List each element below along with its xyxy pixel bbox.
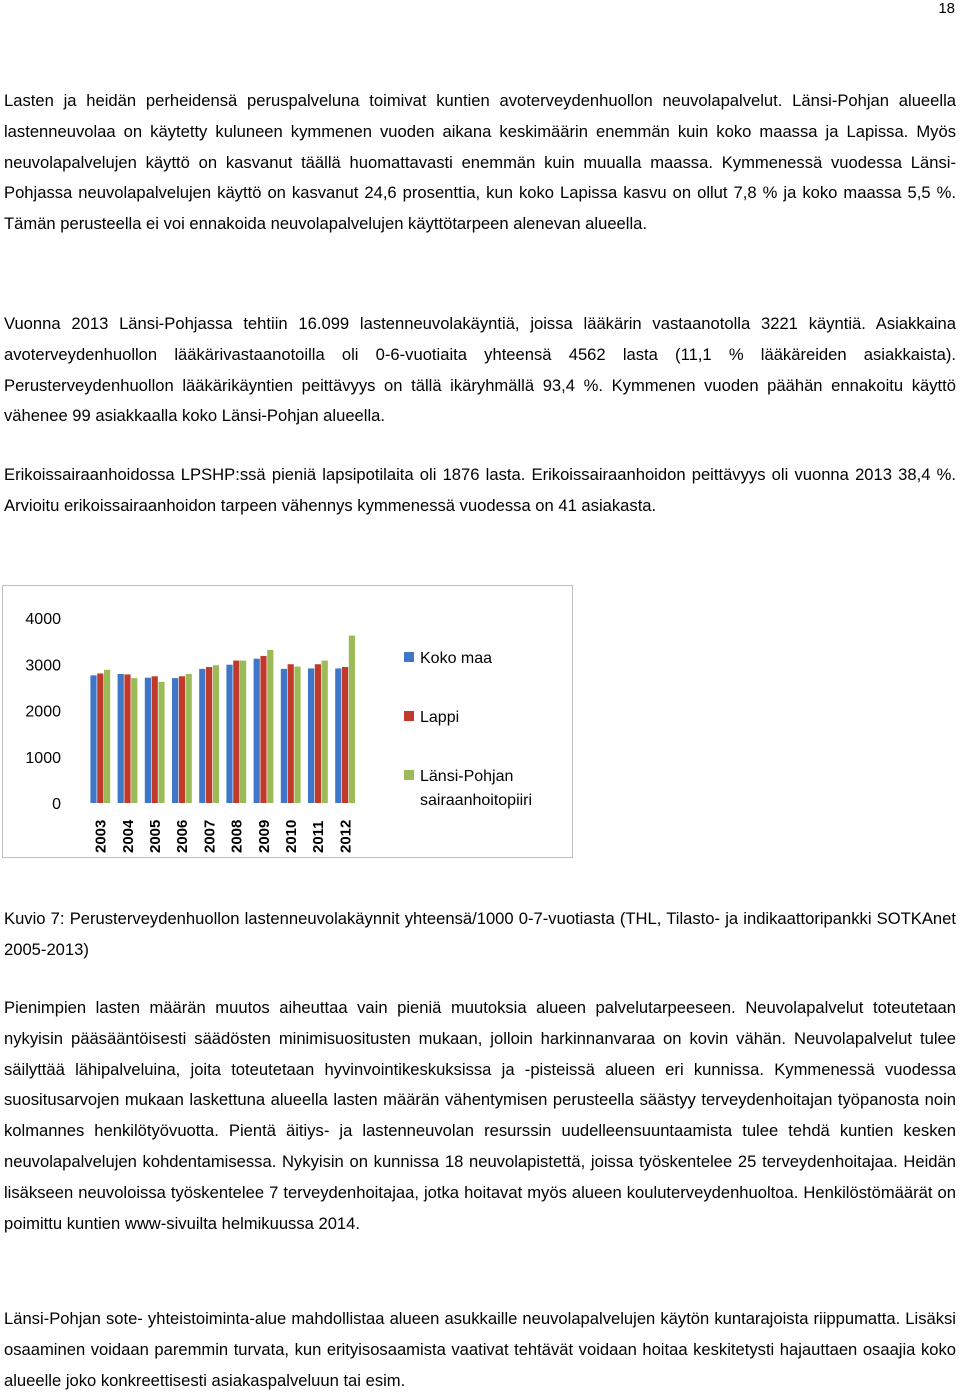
x-tick-label: 2010 [283, 819, 300, 853]
bar-lappi-2010 [288, 664, 294, 803]
y-tick-label: 4000 [25, 611, 61, 628]
bar-lappi-2007 [206, 667, 212, 803]
chart-frame [3, 586, 573, 858]
x-tick-label: 2003 [92, 819, 110, 853]
bar-lappi-2009 [260, 656, 266, 803]
x-tick-label: 2005 [147, 819, 164, 853]
x-tick-label: 2012 [337, 819, 355, 853]
bar-koko-maa-2011 [308, 668, 314, 803]
bar-l-nsi-pohjan-sairaanhoitopiiri-2012 [349, 636, 355, 803]
bar-l-nsi-pohjan-sairaanhoitopiiri-2010 [294, 667, 300, 803]
bar-koko-maa-2012 [335, 668, 341, 803]
y-tick-label: 3000 [25, 657, 61, 675]
legend-swatch [404, 652, 414, 662]
legend-label: Länsi-Pohjan [420, 768, 514, 785]
bar-lappi-2011 [315, 664, 321, 803]
paragraph-neuvolapalvelut: Lasten ja heidän perheidensä peruspalveluna toimivat kuntien avoterveydenhuollon neuvolapalvelut. Länsi-Pohjan alueella lastenneuvolaa on käytetty kuluneen kymmenen vuoden aikana keskimäärin enemmän kuin koko maassa ja Lapissa. Myös neuvolapalvelujen käyttö on kasvanut täällä huomattavasti enemmän kuin muualla maassa. Kymmenessä vuodessa Länsi-Pohjassa neuvolapalvelujen käyttö on kasvanut 24,6 prosenttia, kun koko Lapissa kasvu on ollut 7,8 % ja koko maassa 5,5 %. Tämän perusteella ei voi ennakoida neuvolapalvelujen käyttötarpeen alenevan alueella. [4, 91, 956, 234]
x-tick-label: 2009 [255, 819, 273, 853]
page-number: 18 [938, 0, 955, 17]
legend-label: sairaanhoitopiiri [420, 792, 533, 809]
bar-l-nsi-pohjan-sairaanhoitopiiri-2005 [158, 682, 164, 803]
bar-lappi-2012 [342, 667, 348, 803]
legend-swatch [404, 770, 414, 780]
bar-koko-maa-2006 [172, 678, 178, 803]
bar-l-nsi-pohjan-sairaanhoitopiiri-2003 [104, 670, 110, 803]
bar-l-nsi-pohjan-sairaanhoitopiiri-2008 [240, 661, 246, 803]
y-tick-label: 2000 [25, 703, 61, 721]
bar-lappi-2005 [152, 676, 158, 803]
legend-label: Koko maa [420, 650, 493, 667]
paragraph-erikoissairaanhoito: Erikoissairaanhoidossa LPSHP:ssä pieniä lapsipotilaita oli 1876 lasta. Erikoissairaanhoidon peittävyys oli vuonna 2013 38,4 %. Arvioitu erikoissairaanhoidon tarpeen vähennys kymmenessä vuodessa on 41 asiakasta. [4, 465, 956, 515]
bar-l-nsi-pohjan-sairaanhoitopiiri-2006 [186, 674, 192, 803]
bar-koko-maa-2003 [90, 675, 96, 803]
legend-label: Lappi [420, 709, 460, 726]
bar-lappi-2003 [97, 674, 103, 804]
bar-koko-maa-2008 [226, 665, 232, 803]
chart-svg [2, 585, 573, 858]
bar-koko-maa-2009 [254, 659, 260, 803]
paragraph-sote-yhteistoiminta: Länsi-Pohjan sote- yhteistoiminta-alue mahdollistaa alueen asukkaille neuvolapalvelujen käytön kuntarajoista riippumatta. Lisäksi osaaminen voidaan paremmin turvata, kun erityisosaamista vaativat tehtävät voidaan hoitaa keskitetysti hajauttaen osaajia koko alueelle joko konkreettisesti asiakaspalveluun tai esim. [4, 1309, 956, 1390]
y-tick-label: 1000 [25, 749, 61, 767]
paragraph-palvelutarve: Pienimpien lasten määrän muutos aiheuttaa vain pieniä muutoksia alueen palvelutarpeeseen. Neuvolapalvelut toteutetaan nykyisin pääsääntöisesti säädösten minimisuositusten mukaan, jolloin harkinnanvaraa on kovin vähän. Neuvolapalvelut tulee säilyttää lähipalveluina, joita toteutetaan hyvinvointikeskuksissa ja -pisteissä alueen eri kunnissa. Kymmenessä vuodessa suositusarvojen mukaan laskettuna alueella lasten määrän vähentymisen perusteella säästyy terveydenhoitajan työpanosta noin kolmannes henkilötyövuotta. Pientä äitiys- ja lastenneuvolan resurssin uudelleensuuntaamista tulee tehdä kuntien kesken neuvolapalvelujen kohdentamisessa. Nykyisin on kunnissa 18 neuvolapistettä, joissa työskentelee 25 terveydenhoitajaa. Heidän lisäkseen neuvoloissa työskentelee 7 terveydenhoitajaa, jotka hoitavat myös alueen kouluterveydenhuoltoa. Henkilöstömäärät on poimittu kuntien www-sivuilta helmikuussa 2014. [4, 998, 956, 1233]
bar-koko-maa-2005 [145, 678, 151, 803]
x-tick-label: 2004 [119, 819, 137, 853]
bar-chart [2, 585, 573, 858]
legend-swatch [404, 711, 414, 721]
x-tick-label: 2011 [310, 820, 328, 853]
bar-lappi-2004 [124, 674, 130, 803]
x-tick-label: 2006 [174, 819, 192, 853]
bar-lappi-2008 [233, 661, 239, 803]
bar-l-nsi-pohjan-sairaanhoitopiiri-2004 [131, 678, 137, 803]
figure-caption: Kuvio 7: Perusterveydenhuollon lastenneuvolakäynnit yhteensä/1000 0-7-vuotiasta (THL, Tilasto- ja indikaattoripankki SOTKAnet 2005-2013) [4, 909, 956, 959]
bar-lappi-2006 [179, 676, 185, 803]
bar-koko-maa-2007 [199, 669, 205, 803]
bar-l-nsi-pohjan-sairaanhoitopiiri-2007 [213, 665, 219, 803]
y-tick-label: 0 [52, 796, 61, 813]
bar-koko-maa-2004 [118, 674, 124, 803]
paragraph-visits-2013: Vuonna 2013 Länsi-Pohjassa tehtiin 16.099 lastenneuvolakäyntiä, joissa lääkärin vastaanotolla 3221 käyntiä. Asiakkaina avoterveydenhuollon lääkärivastaanotoilla oli 0-6-vuotiaita yhteensä 4562 lasta (11,1 % lääkäreiden asiakkaista). Perusterveydenhuollon lääkärikäyntien peittävyys on tällä ikäryhmällä 93,4 %. Kymmenen vuoden päähän ennakoitu käyttö vähenee 99 asiakkaalla koko Länsi-Pohjan alueella. [4, 314, 956, 426]
bar-l-nsi-pohjan-sairaanhoitopiiri-2011 [322, 661, 328, 803]
x-tick-label: 2007 [201, 819, 219, 853]
bar-koko-maa-2010 [281, 669, 287, 803]
x-tick-label: 2008 [228, 819, 246, 853]
bar-l-nsi-pohjan-sairaanhoitopiiri-2009 [267, 650, 273, 803]
